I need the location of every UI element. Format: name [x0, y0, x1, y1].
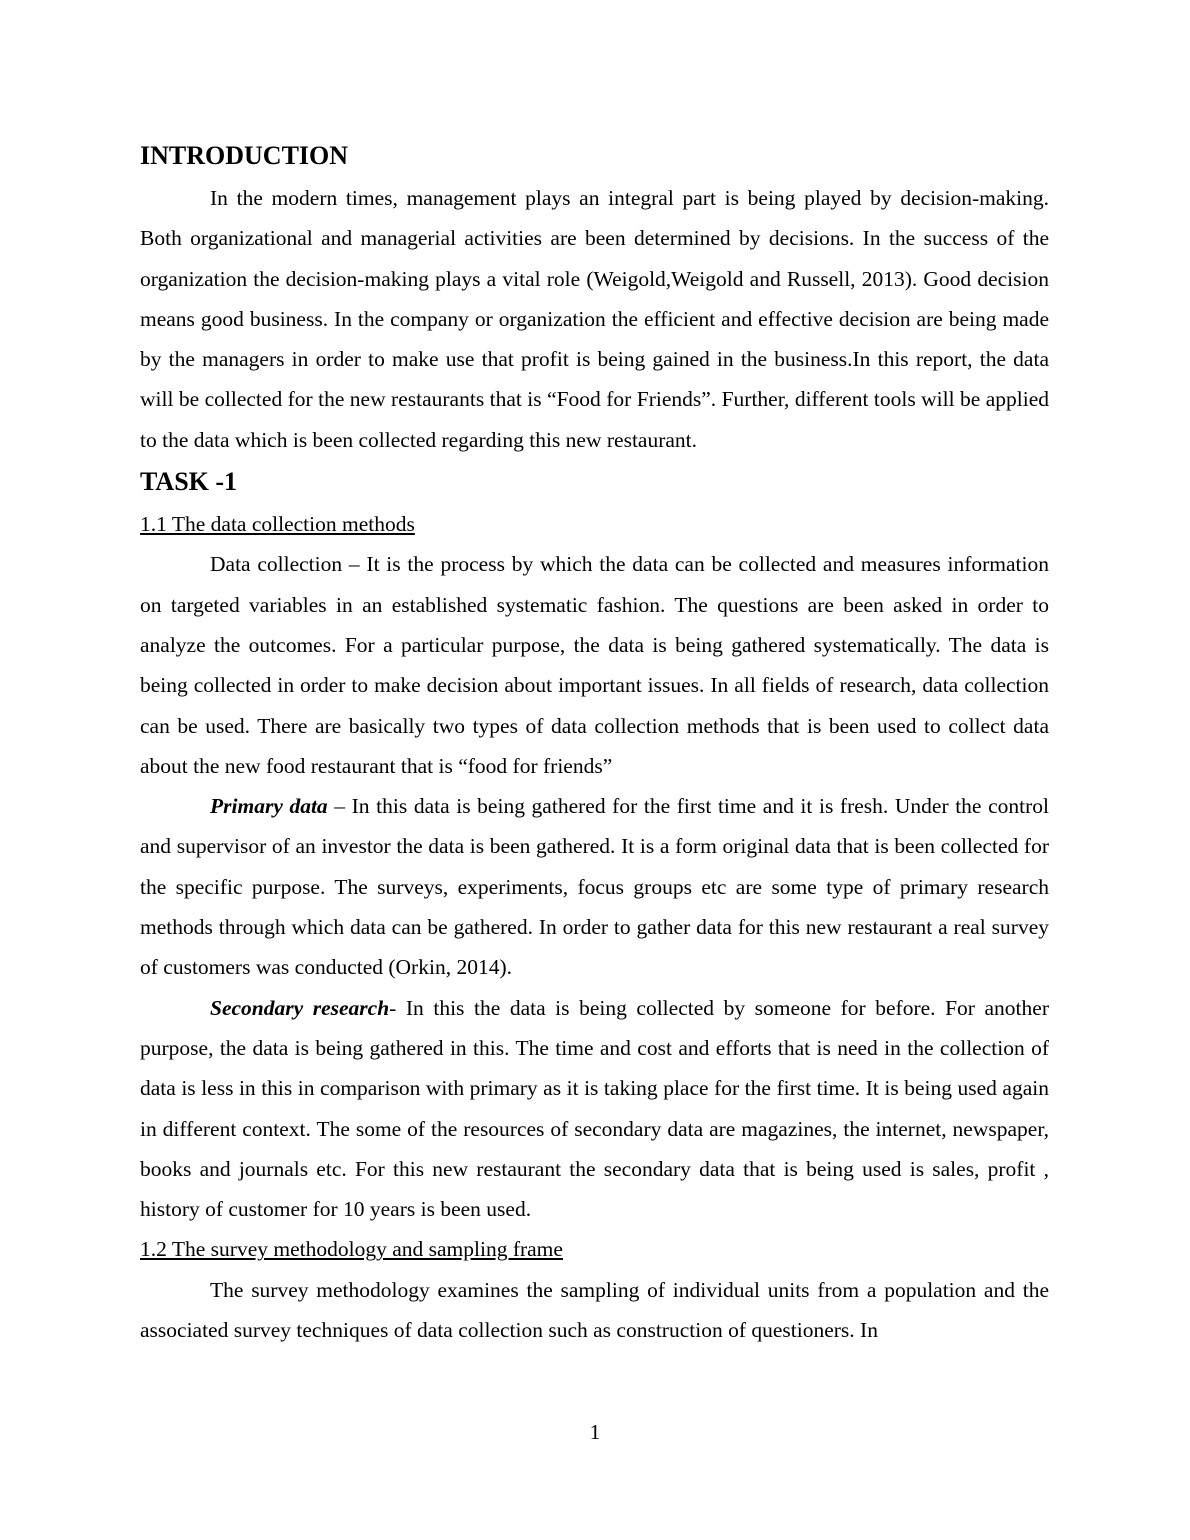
primary-data-paragraph	[140, 786, 1049, 987]
survey-methodology-paragraph: The survey methodology examines the sampling of individual units from a population and the associated survey techniques of data collection such as construction of questioners. In	[140, 1277, 1049, 1343]
data-collection-paragraph: Data collection – It is the process by which the data can be collected and measures information on targeted variables in an established systematic fashion. The questions are been asked in order to analyze the outcomes. For a particular purpose, the data is being gathered systematically. The data is being collected in order to make decision about important issues. In all fields of research, data collection can be used. There are basically two types of data collection methods that is been used to collect data about the new food restaurant that is “food for friends”	[140, 552, 1049, 778]
introduction-heading: INTRODUCTION	[140, 141, 349, 170]
page-number: 1	[589, 1420, 601, 1444]
document-page	[140, 138, 1049, 1350]
section-1-2-title: 1.2 The survey methodology and sampling frame	[140, 1237, 563, 1262]
primary-data-text: – In this data is being gathered for the first time and it is fresh. Under the control and supervisor of an investor the data is been gathered. It is a form original data that is been collected for the specific purpose. The surveys, experiments, focus groups etc are some type of primary research methods through which data can be gathered. In order to gather data for this new restaurant a real survey of customers was conducted (Orkin, 2014).	[140, 794, 1049, 980]
secondary-research-paragraph	[140, 988, 1049, 1230]
secondary-research-lead: Secondary research	[210, 995, 390, 1020]
secondary-research-text: - In this the data is being collected by someone for before. For another purpose, the data is being gathered in this. The time and cost and efforts that is need in the collection of data is less in this in comparison with primary as it is taking place for the first time. It is being used again in different context. The some of the resources of secondary data are magazines, the internet, newspaper, books and journals etc. For this new restaurant the secondary data that is being used is sales, profit , history of customer for 10 years is been used.	[140, 995, 1049, 1222]
introduction-paragraph: In the modern times, management plays an integral part is being played by decision-making. Both organizational and managerial activities are been determined by decisions. In the success of the organization the decision-making plays a vital role (Weigold,Weigold and Russell, 2013). Good decision means good business. In the company or organization the efficient and effective decision are being made by the managers in order to make use that profit is being gained in the business.In this report, the data will be collected for the new restaurants that is “Food for Friends”. Further, different tools will be applied to the data which is been collected regarding this new restaurant.	[140, 186, 1049, 452]
primary-data-lead: Primary data	[210, 794, 328, 819]
task-1-heading: TASK -1	[140, 467, 238, 497]
section-1-1-title: 1.1 The data collection methods	[140, 512, 415, 537]
